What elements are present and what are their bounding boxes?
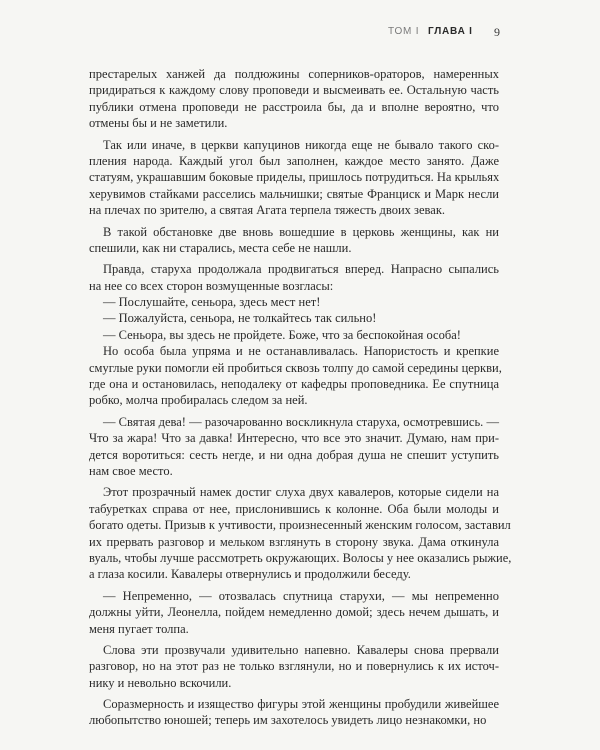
paragraph	[89, 294, 499, 310]
text-line: Этот прозрачный намек достиг слуха двух кавалеров, которые сидели на	[103, 485, 499, 500]
text-line: на нее со всех сторон возмущенные возгласы:	[89, 278, 334, 293]
paragraph	[89, 310, 499, 326]
paragraph	[89, 66, 499, 132]
text-line: — Пожалуйста, сеньора, не толкайтесь так сильно!	[103, 311, 377, 326]
paragraph	[89, 224, 499, 257]
text-line: робко, молча пробиралась следом за ней.	[89, 393, 308, 408]
running-header	[0, 26, 600, 42]
text-line: придираться к каждому слову проповеди и высмеивать ее. Остальную часть	[89, 83, 499, 98]
paragraph	[89, 414, 499, 480]
paragraph	[89, 642, 499, 691]
text-line: В такой обстановке две вновь вошедшие в церковь женщины, как ни	[103, 224, 499, 239]
chapter-label: ГЛАВА I	[428, 26, 473, 37]
text-line: их прервать разговор и мельком взглянуть в сторону звука. Дама откинула	[89, 534, 499, 549]
text-line: любопытство юношей; теперь им захотелось увидеть лицо незнакомки, но	[89, 713, 487, 728]
text-line: херувимов стайками расселись мальчишки; святые Франциск и Марк несли	[89, 186, 499, 201]
text-line: где она и остановилась, неподалеку от кафедры проповедника. Ее спутница	[89, 377, 499, 392]
text-line: отмены бы и не заметили.	[89, 116, 228, 131]
text-line: смуглые руки помогли ей пробиться сквозь толпу до самой середины церкви,	[89, 360, 502, 375]
text-line: — Послушайте, сеньора, здесь мест нет!	[103, 295, 321, 310]
text-line: — Непременно, — отозвалась спутница старухи, — мы непременно	[103, 588, 499, 603]
paragraph	[89, 588, 499, 637]
text-line: табуретках справа от нее, прислонившись к колонне. Оба были молоды и	[89, 501, 499, 516]
text-line: Так или иначе, в церкви капуцинов никогда еще не бывало такого ско-	[103, 137, 499, 152]
text-line: нику и невольно вскочили.	[89, 675, 232, 690]
text-line: спешили, как ни старались, места себе не нашли.	[89, 240, 352, 255]
paragraph	[89, 484, 512, 582]
text-line: Соразмерность и изящество фигуры этой женщины пробудили живейшее	[103, 697, 499, 712]
text-line: разговор, но на этот раз не только взглянули, но и повернулись к их источ-	[89, 659, 499, 674]
text-line: Но особа была упряма и не останавливалась. Напористость и крепкие	[103, 344, 499, 359]
text-line: публики отмена проповеди не расстроила бы, да и вполне вероятно, что	[89, 99, 499, 114]
text-line: Правда, старуха продолжала продвигаться вперед. Напрасно сыпались	[103, 262, 499, 277]
text-line: статуям, украшавшим боковые приделы, пришлось потрудиться. На крыльях	[89, 170, 500, 185]
paragraph	[89, 343, 502, 409]
text-line: меня пугает толпа.	[89, 621, 189, 636]
text-line: — Святая дева! — разочарованно воскликнула старуха, осмотревшись. —	[103, 414, 499, 429]
volume-label: ТОМ I	[388, 26, 420, 37]
paragraph	[89, 327, 499, 343]
paragraph	[89, 696, 499, 729]
paragraph	[89, 261, 499, 294]
text-line: — Сеньора, вы здесь не пройдете. Боже, что за беспокойная особа!	[103, 327, 461, 342]
page-number: 9	[494, 25, 500, 39]
text-line: на плечах по зрителю, а святая Агата терпела тяжесть двоих зевак.	[89, 203, 446, 218]
text-line: должны уйти, Леонелла, пойдем немедленно домой; здесь нечем дышать, и	[89, 605, 499, 620]
text-line: Что за жара! Что за давка! Интересно, что все это значит. Думаю, нам при-	[89, 431, 499, 446]
body-text	[89, 66, 512, 729]
text-line: богато одеты. Призыв к учтивости, произнесенный женским голосом, заставил	[89, 518, 511, 533]
text-line: престарелых ханжей да полдюжины соперников-ораторов, намеренных	[89, 67, 499, 81]
text-line: Слова эти прозвучали удивительно напевно. Кавалеры снова прервали	[103, 642, 499, 657]
text-line: дется воротиться: сесть негде, и ни одна добрая душа не спешит уступить	[89, 447, 499, 462]
text-line: пления народа. Каждый угол был заполнен, каждое место занято. Даже	[89, 153, 499, 168]
text-line: а глаза косили. Кавалеры отвернулись и продолжили беседу.	[89, 567, 411, 582]
text-line: вуаль, чтобы лучше рассмотреть окружающих. Волосы у нее оказались рыжие,	[89, 550, 512, 565]
paragraph	[89, 137, 499, 219]
text-line: нам свое место.	[89, 463, 173, 478]
